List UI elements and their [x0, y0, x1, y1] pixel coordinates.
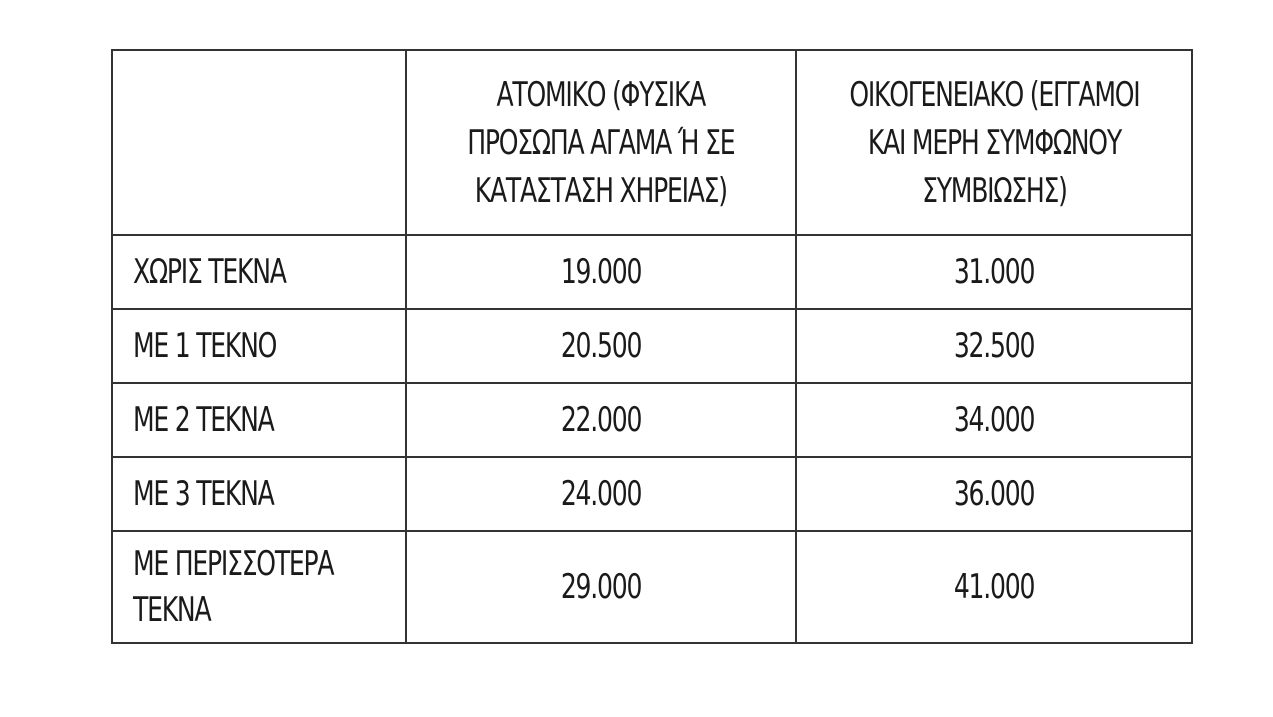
family-value-cell: [796, 457, 1192, 531]
family-value: 31.000: [953, 252, 1035, 292]
table-header-row: [112, 50, 1192, 235]
family-value-cell: [796, 235, 1192, 309]
header-family-text: ΟΙΚΟΓΕΝΕΙΑΚΟ (ΕΓΓΑΜΟΙ ΚΑΙ ΜΕΡΗ ΣΥΜΦΩΝΟΥ ΣΥΜΒΙΩΣΗΣ): [848, 74, 1140, 211]
family-value: 34.000: [953, 400, 1035, 440]
header-individual: [406, 50, 796, 235]
row-label: ΧΩΡΙΣ ΤΕΚΝΑ: [133, 252, 286, 292]
row-label: ΜΕ 1 ΤΕΚΝΟ: [133, 326, 277, 366]
individual-value: 29.000: [560, 567, 642, 607]
row-label-cell: [112, 309, 406, 383]
family-value-cell: [796, 531, 1192, 643]
row-label: ΜΕ 3 ΤΕΚΝΑ: [133, 474, 274, 514]
individual-value: 22.000: [560, 400, 642, 440]
row-label: ΜΕ 2 ΤΕΚΝΑ: [133, 400, 274, 440]
family-value: 36.000: [953, 474, 1035, 514]
individual-value-cell: [406, 383, 796, 457]
family-value-cell: [796, 309, 1192, 383]
individual-value: 19.000: [560, 252, 642, 292]
row-label-cell: [112, 531, 406, 643]
header-family: [796, 50, 1192, 235]
table-row: [112, 457, 1192, 531]
individual-value: 24.000: [560, 474, 642, 514]
family-value: 32.500: [953, 326, 1035, 366]
family-value: 41.000: [953, 567, 1035, 607]
individual-value-cell: [406, 235, 796, 309]
header-empty-cell: [112, 50, 406, 235]
row-label-cell: [112, 235, 406, 309]
individual-value-cell: [406, 457, 796, 531]
table-row: [112, 235, 1192, 309]
header-individual-text: ΑΤΟΜΙΚΟ (ΦΥΣΙΚΑ ΠΡΟΣΩΠΑ ΑΓΑΜΑ Ή ΣΕ ΚΑΤΑΣΤΑΣΗ ΧΗΡΕΙΑΣ): [467, 74, 735, 211]
row-label-cell: [112, 383, 406, 457]
income-threshold-table: [111, 49, 1193, 644]
table-row: [112, 383, 1192, 457]
family-value-cell: [796, 383, 1192, 457]
row-label: ΜΕ ΠΕΡΙΣΣΟΤΕΡΑ ΤΕΚΝΑ: [133, 544, 334, 630]
row-label-cell: [112, 457, 406, 531]
individual-value-cell: [406, 531, 796, 643]
table-row: [112, 309, 1192, 383]
individual-value: 20.500: [560, 326, 642, 366]
table-row: [112, 531, 1192, 643]
individual-value-cell: [406, 309, 796, 383]
